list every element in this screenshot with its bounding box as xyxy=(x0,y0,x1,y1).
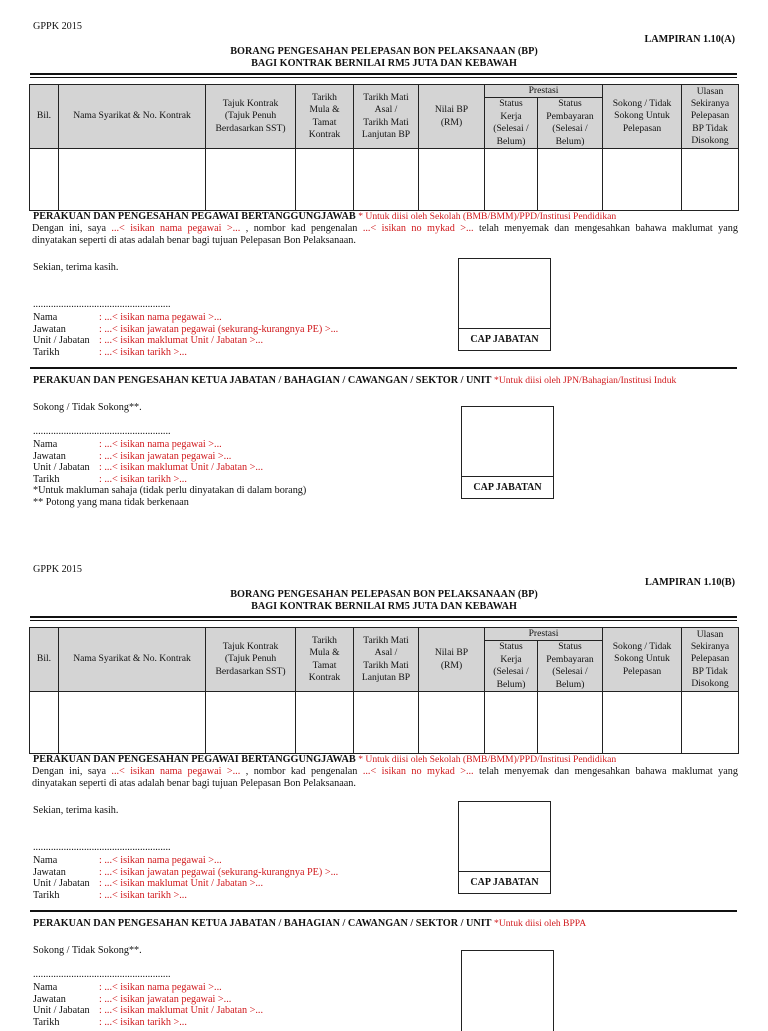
form-title-line1: BORANG PENGESAHAN PELEPASAN BON PELAKSANAAN (BP) xyxy=(230,46,538,57)
form-title-line2: BAGI KONTRAK BERNILAI RM5 JUTA DAN KEBAWAH xyxy=(251,601,517,612)
form-title-line2: BAGI KONTRAK BERNILAI RM5 JUTA DAN KEBAWAH xyxy=(251,58,517,69)
ketua-fields xyxy=(33,982,263,1028)
cell-tajuk[interactable] xyxy=(206,149,296,211)
signature-line: ...................................................... xyxy=(33,842,171,853)
cell-nama[interactable] xyxy=(59,149,206,211)
col-nama-syarikat: Nama Syarikat & No. Kontrak xyxy=(59,628,206,692)
cell-bil[interactable] xyxy=(30,149,59,211)
pegawai-fields xyxy=(33,312,338,358)
contract-table xyxy=(29,84,739,211)
perakuan-pegawai-heading: PERAKUAN DAN PENGESAHAN PEGAWAI BERTANGGUNGJAWAB * Untuk diisi oleh Sekolah (BMB/BMM)/PPD/Institusi Pendidikan xyxy=(33,754,617,765)
title-rule-thin xyxy=(30,77,737,78)
field-unit: Unit / Jabatan : ...< isikan maklumat Unit / Jabatan >... xyxy=(33,878,263,889)
signature-line: ...................................................... xyxy=(33,969,171,980)
col-tarikh-mula: Tarikh Mula & Tamat Kontrak xyxy=(296,85,354,149)
lampiran-label: LAMPIRAN 1.10(A) xyxy=(644,34,735,45)
perakuan-pegawai-note: * Untuk diisi oleh Sekolah (BMB/BMM)/PPD/Institusi Pendidikan xyxy=(358,211,617,222)
field-tarikh: Tarikh : ...< isikan tarikh >... xyxy=(33,473,187,485)
col-tajuk-kontrak: Tajuk Kontrak (Tajuk Penuh Berdasarkan SST) xyxy=(206,628,296,692)
cell-tarikh-mati[interactable] xyxy=(354,692,419,754)
cell-sokong[interactable] xyxy=(603,692,682,754)
cell-sokong[interactable] xyxy=(603,149,682,211)
footnote-1: *Untuk makluman sahaja (tidak perlu dinyatakan di dalam borang) xyxy=(33,485,307,497)
gppk-label: GPPK 2015 xyxy=(33,21,82,32)
cell-bil[interactable] xyxy=(30,692,59,754)
col-status-kerja: Status Kerja (Selesai / Belum) xyxy=(485,98,538,149)
form-title xyxy=(0,46,768,70)
table-row xyxy=(30,692,739,754)
field-unit: Unit / Jabatan : ...< isikan maklumat Unit / Jabatan >... xyxy=(33,462,263,474)
section-rule xyxy=(30,367,737,369)
title-rule-thick xyxy=(30,73,737,75)
cell-tajuk[interactable] xyxy=(206,692,296,754)
signature-line: ...................................................... xyxy=(33,426,171,437)
cell-status-kerja[interactable] xyxy=(485,692,538,754)
perakuan-ketua-note: *Untuk diisi oleh JPN/Bahagian/Institusi Induk xyxy=(494,375,677,386)
perakuan-ketua-heading: PERAKUAN DAN PENGESAHAN KETUA JABATAN / BAHAGIAN / CAWANGAN / SEKTOR / UNIT *Untuk diisi oleh BPPA xyxy=(33,918,587,929)
col-tajuk-kontrak: Tajuk Kontrak (Tajuk Penuh Berdasarkan SST) xyxy=(206,85,296,149)
col-bil: Bil. xyxy=(30,628,59,692)
field-tarikh: Tarikh : ...< isikan tarikh >... xyxy=(33,1016,187,1028)
field-unit: Unit / Jabatan : ...< isikan maklumat Unit / Jabatan >... xyxy=(33,335,263,346)
col-status-pembayaran: Status Pembayaran (Selesai / Belum) xyxy=(538,641,603,692)
cap-jabatan-box[interactable] xyxy=(461,950,554,1031)
field-jawatan: Jawatan : ...< isikan jawatan pegawai (sekurang-kurangnya PE) >... xyxy=(33,866,339,878)
cell-ulasan[interactable] xyxy=(682,149,739,211)
col-status-kerja: Status Kerja (Selesai / Belum) xyxy=(485,641,538,692)
col-prestasi: Prestasi xyxy=(485,628,603,641)
cap-jabatan-label: CAP JABATAN xyxy=(459,871,550,893)
col-ulasan: Ulasan Sekiranya Pelepasan BP Tidak Disokong xyxy=(682,85,739,149)
section-rule xyxy=(30,910,737,912)
cell-ulasan[interactable] xyxy=(682,692,739,754)
col-status-pembayaran: Status Pembayaran (Selesai / Belum) xyxy=(538,98,603,149)
pegawai-fields xyxy=(33,855,338,901)
perakuan-pegawai-note: * Untuk diisi oleh Sekolah (BMB/BMM)/PPD/Institusi Pendidikan xyxy=(358,754,617,765)
col-sokong: Sokong / Tidak Sokong Untuk Pelepasan xyxy=(603,85,682,149)
perakuan-pegawai-text: Dengan ini, saya ...< isikan nama pegawai >... , nombor kad pengenalan ...< isikan no mykad >... telah menyemak dan mengesahkan bahawa maklumat yang dinyatakan seperti di atas adalah benar bagi tujuan Pelepasan Bon Pelaksanaan. xyxy=(32,223,738,246)
field-jawatan: Jawatan : ...< isikan jawatan pegawai >... xyxy=(33,993,232,1005)
field-tarikh: Tarikh : ...< isikan tarikh >... xyxy=(33,889,187,901)
cap-jabatan-box[interactable] xyxy=(458,258,551,351)
col-sokong: Sokong / Tidak Sokong Untuk Pelepasan xyxy=(603,628,682,692)
cell-nama[interactable] xyxy=(59,692,206,754)
field-tarikh: Tarikh : ...< isikan tarikh >... xyxy=(33,346,187,358)
perakuan-ketua-heading: PERAKUAN DAN PENGESAHAN KETUA JABATAN / BAHAGIAN / CAWANGAN / SEKTOR / UNIT *Untuk diisi oleh JPN/Bahagian/Institusi Induk xyxy=(33,375,677,386)
col-tarikh-mati: Tarikh Mati Asal / Tarikh Mati Lanjutan BP xyxy=(354,628,419,692)
footnote-2: ** Potong yang mana tidak berkenaan xyxy=(33,496,189,508)
title-rule-thick xyxy=(30,616,737,618)
signature-line: ...................................................... xyxy=(33,299,171,310)
col-tarikh-mula: Tarikh Mula & Tamat Kontrak xyxy=(296,628,354,692)
cell-nilai[interactable] xyxy=(419,149,485,211)
form-title-line1: BORANG PENGESAHAN PELEPASAN BON PELAKSANAAN (BP) xyxy=(230,589,538,600)
col-ulasan: Ulasan Sekiranya Pelepasan BP Tidak Disokong xyxy=(682,628,739,692)
col-nilai-bp: Nilai BP (RM) xyxy=(419,628,485,692)
cell-nilai[interactable] xyxy=(419,692,485,754)
sokong-text: Sokong / Tidak Sokong**. xyxy=(33,402,142,413)
field-nama: Nama : ...< isikan nama pegawai >... xyxy=(33,439,222,450)
perakuan-pegawai-text: Dengan ini, saya ...< isikan nama pegawai >... , nombor kad pengenalan ...< isikan no mykad >... telah menyemak dan mengesahkan bahawa maklumat yang dinyatakan seperti di atas adalah benar bagi tujuan Pelepasan Bon Pelaksanaan. xyxy=(32,766,738,789)
col-nama-syarikat: Nama Syarikat & No. Kontrak xyxy=(59,85,206,149)
field-nama: Nama : ...< isikan nama pegawai >... xyxy=(33,855,222,866)
perakuan-ketua-note: *Untuk diisi oleh BPPA xyxy=(494,918,587,929)
cap-jabatan-box[interactable] xyxy=(461,406,554,499)
field-nama: Nama : ...< isikan nama pegawai >... xyxy=(33,312,222,323)
cell-tarikh-mula[interactable] xyxy=(296,692,354,754)
perakuan-pegawai-heading: PERAKUAN DAN PENGESAHAN PEGAWAI BERTANGGUNGJAWAB * Untuk diisi oleh Sekolah (BMB/BMM)/PPD/Institusi Pendidikan xyxy=(33,211,617,222)
lampiran-label: LAMPIRAN 1.10(B) xyxy=(645,577,735,588)
title-rule-thin xyxy=(30,620,737,621)
ketua-fields xyxy=(33,439,306,509)
field-nama: Nama : ...< isikan nama pegawai >... xyxy=(33,982,222,993)
col-tarikh-mati: Tarikh Mati Asal / Tarikh Mati Lanjutan BP xyxy=(354,85,419,149)
gppk-label: GPPK 2015 xyxy=(33,564,82,575)
cap-jabatan-label: CAP JABATAN xyxy=(462,476,553,498)
sekian-text: Sekian, terima kasih. xyxy=(33,805,119,816)
cell-tarikh-mati[interactable] xyxy=(354,149,419,211)
form-title xyxy=(0,589,768,613)
field-jawatan: Jawatan : ...< isikan jawatan pegawai >... xyxy=(33,450,232,462)
cap-jabatan-label: CAP JABATAN xyxy=(459,328,550,350)
field-jawatan: Jawatan : ...< isikan jawatan pegawai (sekurang-kurangnya PE) >... xyxy=(33,323,339,335)
table-row xyxy=(30,149,739,211)
sokong-text: Sokong / Tidak Sokong**. xyxy=(33,945,142,956)
contract-table xyxy=(29,627,739,754)
col-nilai-bp: Nilai BP (RM) xyxy=(419,85,485,149)
col-bil: Bil. xyxy=(30,85,59,149)
cell-tarikh-mula[interactable] xyxy=(296,149,354,211)
col-prestasi: Prestasi xyxy=(485,85,603,98)
cell-status-kerja[interactable] xyxy=(485,149,538,211)
sekian-text: Sekian, terima kasih. xyxy=(33,262,119,273)
cell-status-bayar[interactable] xyxy=(538,149,603,211)
field-unit: Unit / Jabatan : ...< isikan maklumat Unit / Jabatan >... xyxy=(33,1005,263,1017)
cell-status-bayar[interactable] xyxy=(538,692,603,754)
cap-jabatan-box[interactable] xyxy=(458,801,551,894)
